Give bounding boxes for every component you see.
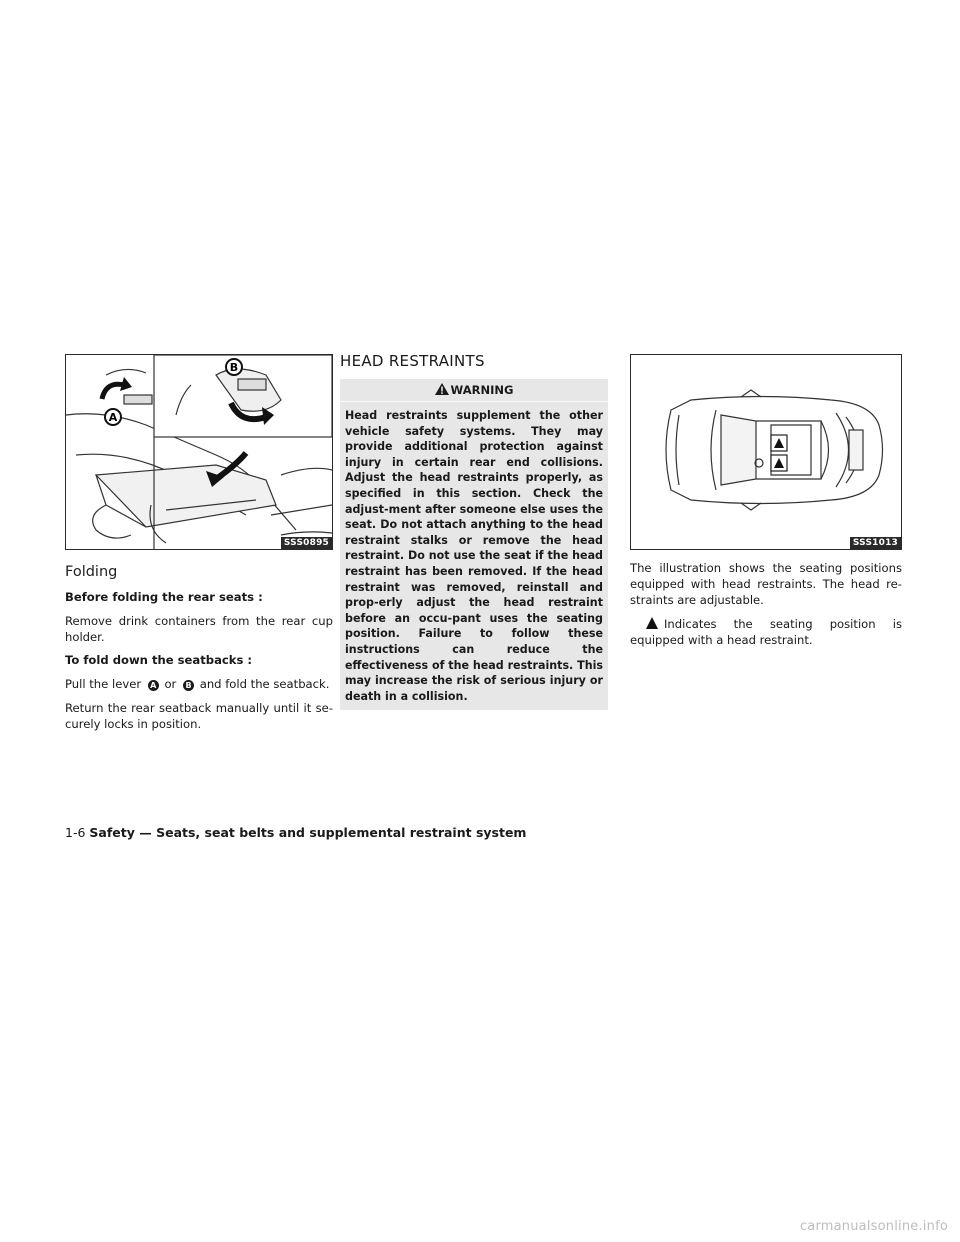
illustration-column [630, 354, 902, 656]
head-restraints-column [340, 354, 608, 710]
pull-lever-suffix: and fold the seatback. [199, 677, 330, 691]
before-folding-heading: Before folding the rear seats : [65, 590, 263, 604]
seating-positions-illustration [630, 354, 902, 550]
folding-column [65, 354, 333, 740]
illustration-description: The illustration shows the seating positions equipped with head restraints. The head re-straints are adjustable. [630, 561, 902, 607]
folding-heading: Folding [65, 564, 118, 580]
label-a-text: A [108, 411, 118, 424]
pull-lever-or: or [164, 677, 177, 691]
head-restraints-heading: HEAD RESTRAINTS [340, 352, 485, 370]
warning-title [340, 379, 608, 402]
figure-code: SSS1013 [850, 537, 901, 549]
lever-a-badge: A [148, 680, 159, 691]
lever-b-badge: B [183, 680, 194, 691]
page-footer [65, 825, 526, 840]
return-seatback-text: Return the rear seatback manually until it se-curely locks in position. [65, 701, 333, 731]
label-b-text: B [229, 361, 239, 374]
warning-text: Head restraints supplement the other vehicle safety systems. They may provide additional protection against injury in certain rear end collisions. Adjust the head restraints properly, as specified in this section. Check the adjust-ment after someone else uses the seat. Do not attach anything to the head restraint stalks or remove the head restraint. Do not use the seat if the head restraint has been removed. If the head restraint was removed, reinstall and prop-erly adjust the head restraint before an occu-pant uses the seating position. Failure to follow these instructions can reduce the effectiveness of the head restraints. This may increase the risk of serious injury or death in a collision. [345, 409, 603, 703]
warning-label: WARNING [450, 383, 514, 397]
pull-lever-prefix: Pull the lever [65, 677, 142, 691]
car-top-view-drawing [631, 355, 901, 549]
warning-box [340, 379, 608, 710]
pull-lever-text [65, 676, 333, 692]
head-restraint-indicator-icon [646, 617, 658, 629]
indicator-text: Indicates the seating position is equipped with a head restraint. [630, 617, 902, 647]
section-title: Safety — Seats, seat belts and supplemental restraint system [89, 825, 527, 840]
page-number: 1-6 [65, 825, 86, 840]
warning-icon [435, 383, 449, 395]
watermark: carmanualsonline.info [799, 1219, 948, 1234]
figure-code: SSS0895 [281, 537, 332, 549]
indicator-description [630, 616, 902, 648]
before-folding-text: Remove drink containers from the rear cup holder. [65, 614, 333, 644]
fold-down-heading: To fold down the seatbacks : [65, 653, 253, 667]
seat-folding-illustration [65, 354, 333, 550]
seat-folding-drawing [66, 355, 332, 549]
